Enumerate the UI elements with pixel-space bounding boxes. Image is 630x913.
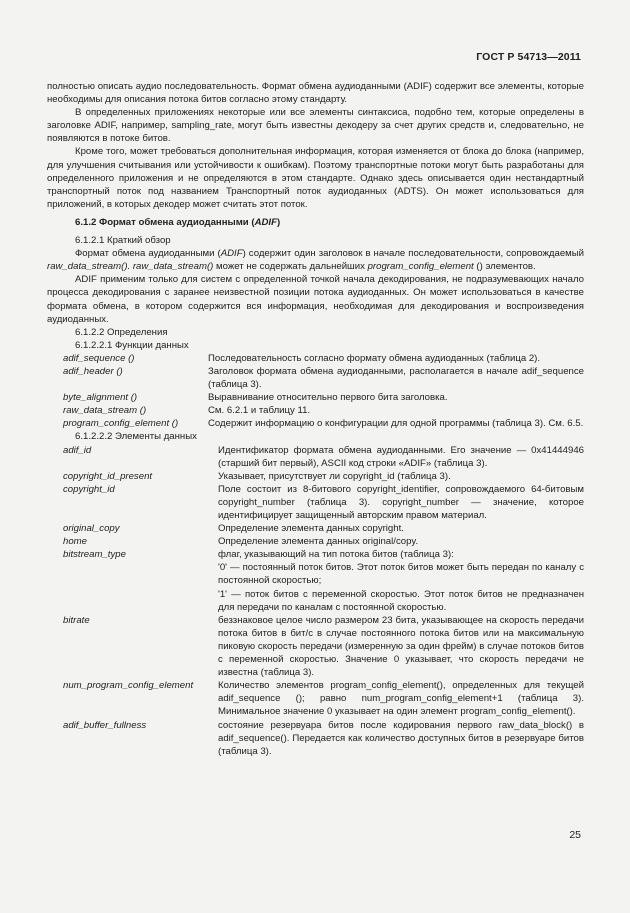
subsection-functions: 6.1.2.2.1 Функции данных	[75, 339, 189, 351]
definition-row	[47, 535, 584, 548]
intro-paragraph-3: Кроме того, может требоваться дополнительная информация, которая изменяется от блока до блока (например, для улучшения считывания или устойчивости к ошибкам). Поэтому транспортные потоки могут быть разработаны для определенного приложения и не определяются в этом стандарте. Однако здесь описывается один нестандартный транспортный поток под названием Транспортный поток аудиоданных (ADTS). Он может использоваться для приложений, в которых декодер может считать этот поток.	[47, 146, 584, 210]
definition-desc: Определение элемента данных copyright.	[218, 523, 404, 535]
definition-desc: состояние резервуара битов после кодирования первого raw_data_block() в adif_sequence(). Передается как количество доступных битов в резервуаре битов (таблица 3).	[218, 719, 584, 757]
page-number: 25	[569, 829, 581, 841]
intro-paragraph-2: В определенных приложениях некоторые или все элементы синтаксиса, подобно тем, которые определены в заголовке ADIF, например, sampling_rate, могут быть известны декодеру за счет других средств и, следовательно, не появляются в потоке битов.	[47, 107, 584, 145]
definition-term: adif_sequence ()	[63, 352, 135, 364]
definition-term: copyright_id_present	[63, 470, 153, 482]
page-body	[47, 80, 584, 758]
subsection-elements: 6.1.2.2.2 Элементы данных	[75, 431, 197, 443]
definition-desc: беззнаковое целое число размером 23 бита, указывающее на скорость передачи потока битов в бит/с в случае постоянного потока битов или на максимальную пиковую скорость передачи (измеренную за один фрейм) в случае потоков битов с переменной скоростью. Значение 0 указывает, что скорость передачи не известна (таблица 3).	[218, 614, 584, 679]
functions-list	[47, 352, 584, 431]
subsection-definitions: 6.1.2.2 Определения	[75, 326, 168, 338]
definition-row	[47, 444, 584, 470]
definition-row	[47, 679, 584, 718]
definition-term: copyright_id	[63, 483, 115, 495]
definition-term: program_config_element ()	[63, 418, 179, 430]
subsection-overview: 6.1.2.1 Краткий обзор	[75, 235, 171, 247]
standard-header: ГОСТ Р 54713—2011	[476, 51, 581, 63]
definition-row	[47, 365, 584, 391]
definition-row	[47, 470, 584, 483]
definition-desc: Содержит информацию о конфигурации для одной программы (таблица 3). См. 6.5.	[208, 418, 584, 430]
definition-desc: Заголовок формата обмена аудиоданными, располагается в начале adif_sequence (таблица 3).	[208, 365, 584, 391]
intro-paragraph-1: полностью описать аудио последовательность. Формат обмена аудиоданными (ADIF) содержит все элементы, которые необходимы для описания потока битов согласно этому стандарту.	[47, 81, 584, 106]
definition-term: bitstream_type	[63, 549, 126, 561]
definition-row	[47, 404, 584, 417]
section-title: 6.1.2 Формат обмена аудиоданными (ADIF)	[75, 216, 281, 228]
definition-desc: Определение элемента данных original/copy.	[218, 536, 419, 548]
overview-paragraph-2: ADIF применим только для систем с определенной точкой начала декодирования, не подразумевающих начало процесса декодирования с заранее неизвестной позиции потока аудиоданных. Он может использоваться в качестве формата обмена, в котором содержится вся информация, необходимая для декодирования и воспроизведения аудиоданных.	[47, 274, 584, 325]
definition-row	[47, 391, 584, 404]
definition-term: adif_buffer_fullness	[63, 719, 147, 731]
definition-desc: Поле состоит из 8-битового copyright_identifier, сопровождаемого 64-битовым copyright_number (таблица 3). copyright_number — значение, которое идентифицирует защищенный авторским правом материал.	[218, 483, 584, 521]
definition-row	[47, 483, 584, 522]
definition-term: bitrate	[63, 614, 90, 626]
definition-row	[47, 548, 584, 613]
definition-desc: Последовательность согласно формату обмена аудиоданных (таблица 2).	[208, 352, 541, 364]
definition-row	[47, 614, 584, 679]
definition-term: home	[63, 536, 87, 548]
definition-term: adif_id	[63, 444, 92, 456]
definition-term: adif_header ()	[63, 365, 123, 377]
definition-row	[47, 719, 584, 758]
definition-desc: См. 6.2.1 и таблицу 11.	[208, 405, 311, 417]
definition-row	[47, 417, 584, 430]
definition-term: byte_alignment ()	[63, 392, 138, 404]
definition-row	[47, 522, 584, 535]
definition-term: original_copy	[63, 523, 120, 535]
definition-row	[47, 352, 584, 365]
overview-paragraph-1: Формат обмена аудиоданными (ADIF) содержит один заголовок в начале последовательности, сопровождаемый raw_data_stream(). raw_data_stream() может не содержать дальнейших program_config_element () элементов.	[47, 248, 585, 273]
definition-term: num_program_config_element	[63, 680, 194, 692]
definition-desc: Количество элементов program_config_element(), определенных для текущей adif_sequence (); равно num_program_config_element+1 (таблица 3). Минимальное значение 0 указывает на один элемент program_config_element().	[218, 680, 584, 718]
definition-desc: Указывает, присутствует ли copyright_id (таблица 3).	[218, 470, 451, 482]
definition-desc: флаг, указывающий на тип потока битов (таблица 3): '0' — постоянный поток битов. Этот поток битов может быть передан по каналу с постоянной скоростью; '1' — поток битов с переменной скоростью. Этот поток битов не предназначен для передачи по каналам с постоянной скоростью.	[218, 549, 584, 613]
definition-term: raw_data_stream ()	[63, 405, 147, 417]
elements-list	[47, 444, 584, 758]
definition-desc: Идентификатор формата обмена аудиоданными. Его значение — 0x41444946 (старший бит первый), ASCII код строки «ADIF» (таблица 3).	[218, 444, 584, 469]
definition-desc: Выравнивание относительно первого бита заголовка.	[208, 392, 448, 404]
